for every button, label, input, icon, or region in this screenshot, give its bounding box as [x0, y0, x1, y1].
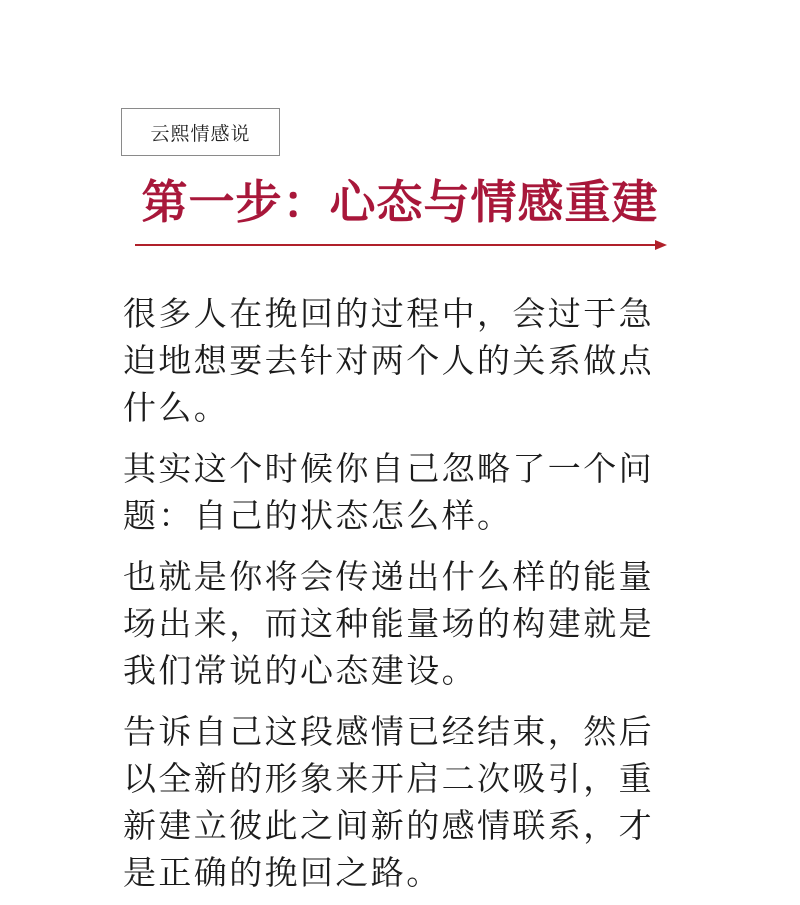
author-tag	[121, 108, 280, 156]
author-tag-label: 云熙情感说	[150, 122, 251, 145]
body-paragraph-4: 告诉自己这段感情已经结束，然后以全新的形象来开启二次吸引，重新建立彼此之间新的感情联系，才是正确的挽回之路。	[123, 712, 654, 892]
article-body	[123, 290, 683, 905]
body-paragraph-1: 很多人在挽回的过程中，会过于急迫地想要去针对两个人的关系做点什么。	[123, 294, 654, 427]
body-paragraph-2: 其实这个时候你自己忽略了一个问题：自己的状态怎么样。	[123, 449, 654, 535]
section-title: 第一步：心态与情感重建	[141, 175, 659, 229]
body-paragraph-3: 也就是你将会传递出什么样的能量场出来，而这种能量场的构建就是我们常说的心态建设。	[123, 557, 654, 690]
title-underline-arrow-icon	[135, 238, 667, 252]
